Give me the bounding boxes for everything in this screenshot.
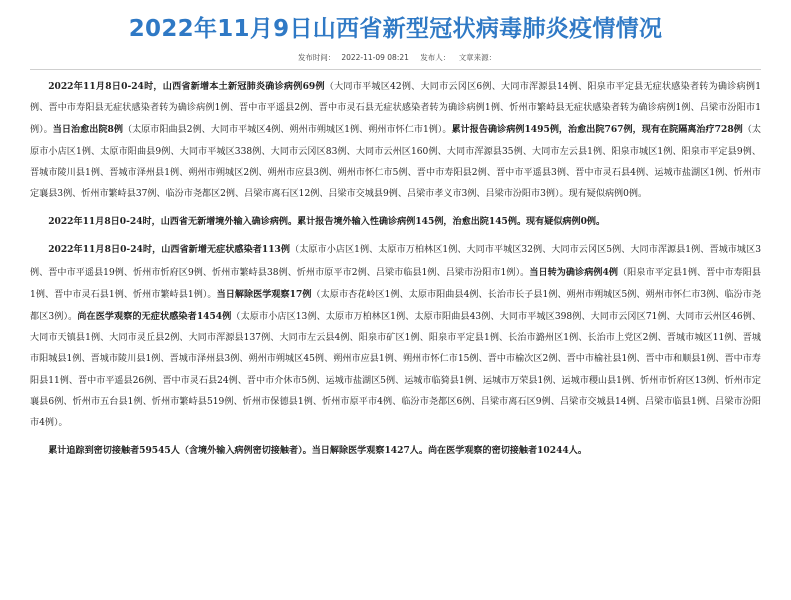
bold-text: 2022年11月8日0-24时，山西省新增无症状感染者113例 — [48, 244, 291, 256]
article-body — [30, 76, 761, 462]
article-title: 2022年11月9日山西省新型冠状病毒肺炎疫情情况 — [128, 16, 663, 42]
publish-time-value: 2022-11-09 08:21 — [341, 53, 409, 62]
body-text: （太原市阳曲县2例、大同市平城区4例、朔州市朔城区1例、朔州市怀仁市1例）。 — [122, 125, 452, 136]
article-meta — [30, 52, 761, 64]
article-paragraph — [30, 239, 761, 434]
bold-text: 当日解除医学观察17例 — [216, 288, 312, 300]
bold-text: 2022年11月8日0-24时，山西省无新增境外输入确诊病例。累计报告境外输入性确诊病例145例，治愈出院145例。现有疑似病例0例。 — [48, 216, 606, 228]
publish-time — [295, 53, 412, 62]
article-paragraph — [30, 76, 761, 205]
body-text: （阳泉市平定县1例、晋中市寿阳县1例、晋中市灵石县1例、忻州市繁峙县1例）。 — [30, 267, 761, 300]
bold-text: 2022年11月8日0-24时，山西省新增本土新冠肺炎确诊病例69例 — [48, 81, 325, 92]
bold-text: 累计追踪到密切接触者59545人（含境外输入病例密切接触者）。当日解除医学观察1427人。尚在医学观察的密切接触者10244人。 — [48, 445, 587, 457]
publish-time-label: 发布时间： — [297, 53, 336, 62]
body-text: （太原市小店区1例、太原市万柏林区1例、大同市平城区32例、大同市云冈区5例、大同市浑源县1例、晋城市城区3例、晋中市平遥县19例、忻州市忻府区9例、忻州市繁峙县38例、忻州市原平市2例、吕梁市临县1例、吕梁市汾阳市1例）。 — [30, 245, 761, 278]
publisher-label: 发布人： — [420, 53, 451, 62]
bold-text: 当日转为确诊病例4例 — [529, 266, 619, 278]
bold-text: 当日治愈出院8例 — [52, 124, 123, 136]
bold-text: 尚在医学观察的无症状感染者1454例 — [77, 311, 232, 323]
body-text: （太原市杏花岭区1例、太原市阳曲县4例、长治市长子县1例、朔州市朔城区5例、朔州市怀仁市3例、临汾市尧都区3例）。 — [30, 289, 762, 323]
article-paragraph — [30, 440, 761, 462]
body-text: （太原市小店区1例、太原市阳曲县9例、大同市平城区338例、大同市云冈区83例、大同市云州区160例、大同市浑源县35例、大同市左云县1例、阳泉市城区1例、阳泉市平定县9例、晋城市陵川县1例、晋城市泽州县1例、朔州市朔城区2例、朔州市应县3例、朔州市怀仁市5例、晋中市寿阳县2例、晋中市平遥县3例、晋中市灵石县4例、运城市盐湖区1例、忻州市定襄县3例、忻州市繁峙县37例、临汾市尧都区2例、吕梁市离石区12例、吕梁市交城县9例、吕梁市孝义市3例、吕梁市汾阳市3例）。现有疑似病例0例。 — [30, 125, 761, 200]
title-divider — [30, 69, 761, 70]
bold-text: 累计报告确诊病例1495例，治愈出院767例，现有在院隔离治疗728例 — [451, 124, 743, 136]
source-label: 文章来源： — [458, 53, 497, 62]
article-paragraph — [30, 211, 761, 233]
body-text: （太原市小店区13例、太原市万柏林区1例、太原市阳曲县43例、大同市平城区398例、大同市云冈区71例、大同市云州区46例、大同市天镇县1例、大同市灵丘县2例、大同市浑源县137例、大同市左云县4例、阳泉市矿区1例、阳泉市平定县1例、长治市潞州区1例、长治市上党区2例、晋城市城区11例、晋城市阳城县1例、晋城市陵川县1例、晋城市泽州县3例、朔州市朔城区45例、朔州市应县1例、朔州市怀仁市15例、晋中市榆次区2例、晋中市榆社县1例、晋中市和顺县1例、晋中市寿阳县11例、晋中市平遥县26例、晋中市灵石县24例、晋中市介休市5例、运城市盐湖区5例、运城市临猗县1例、运城市万荣县1例、运城市稷山县1例、忻州市忻府区13例、忻州市定襄县6例、忻州市五台县1例、忻州市繁峙县519例、忻州市保德县1例、忻州市原平市4例、临汾市尧都区6例、吕梁市离石区9例、吕梁市交城县14例、吕梁市临县1例、吕梁市汾阳市4例）。 — [30, 312, 761, 429]
body-text: （大同市平城区42例、大同市云冈区6例、大同市浑源县14例、阳泉市平定县无症状感染者转为确诊病例1例、晋中市寿阳县无症状感染者转为确诊病例1例、晋中市平遥县2例、晋中市灵石县无症状感染者转为确诊病例1例、忻州市繁峙县无症状感染者转为确诊病例1例、吕梁市汾阳市1例）。 — [30, 82, 761, 136]
